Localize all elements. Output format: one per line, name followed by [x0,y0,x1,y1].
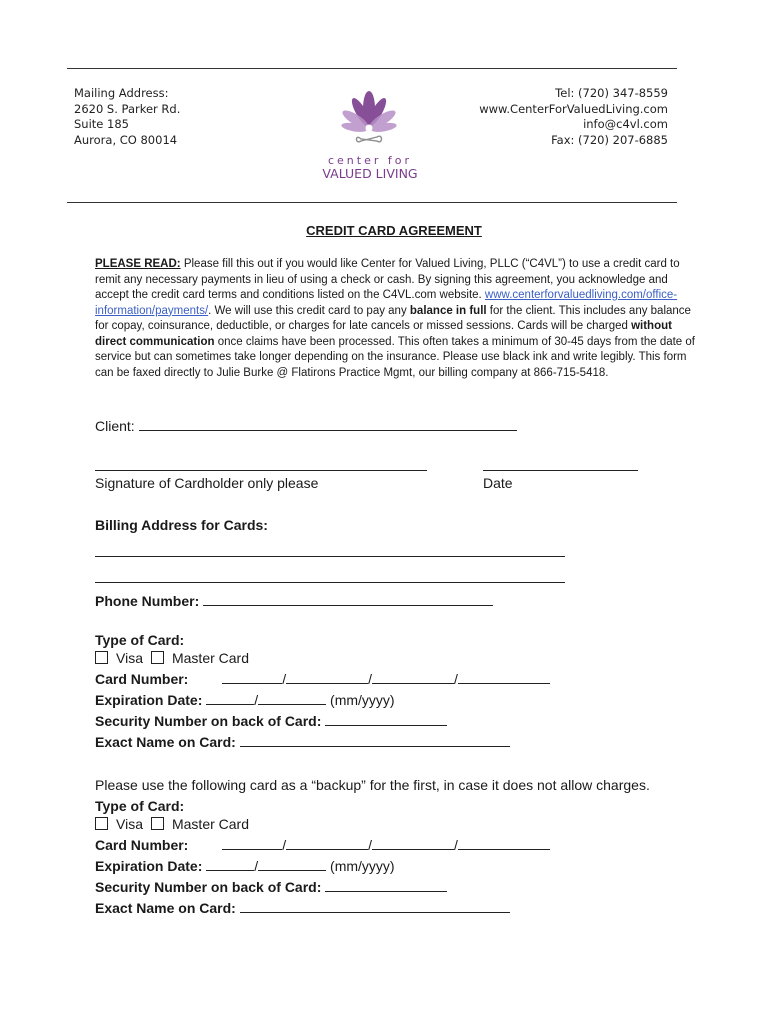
billing-line-2[interactable] [95,582,565,583]
backup-security-label: Security Number on back of Card: [95,879,322,895]
balance-in-full: balance in full [409,304,487,317]
intro-text-4: once claims have been processed. This often takes a minimum of 30-45 days from the date of service but can sometimes take longer depending on the insurance. Please use black ink and write legibly. This form can be faxed directly to Julie Burke @ Flatirons Practice Mgmt, our billing company at 866-715-5418. [95,335,695,379]
backup-note: Please use the following card as a “backup” for the first, in case it does not allow charges. [95,777,650,793]
backup-security-field[interactable] [325,890,447,892]
mastercard-checkbox[interactable] [151,651,164,664]
intro-text-3: for the client. This includes any balance for copay, coinsurance, deductible, or charges for late cancels or missed sessions. Cards will be charged [95,304,691,332]
card-number-part-3[interactable] [372,682,454,684]
page-title: CREDIT CARD AGREEMENT [306,223,482,238]
mailing-label: Mailing Address: [74,86,169,100]
signature-field[interactable] [95,470,427,471]
date-label: Date [483,475,513,491]
card-number-part-1[interactable] [222,682,282,684]
street-line: 2620 S. Parker Rd. [74,101,181,116]
mailing-address [74,86,180,148]
exact-name-field[interactable] [240,745,510,747]
phone-label: Phone Number: [95,593,200,609]
backup-card-number-label: Card Number: [95,837,189,853]
backup-mmyyyy-hint: (mm/yyyy) [330,858,395,874]
card-number-row [95,671,550,687]
visa-checkbox[interactable] [95,651,108,664]
card-number-slash: / [368,671,373,687]
card-number-part-2[interactable] [286,682,368,684]
backup-card-number-slash: / [454,837,458,853]
expiration-label: Expiration Date: [95,692,203,708]
backup-visa-label: Visa [116,816,143,832]
please-read-label: PLEASE READ: [95,258,181,270]
security-row [95,713,447,729]
contact-info [430,86,668,148]
website-line: www.CenterForValuedLiving.com [479,101,668,116]
date-field[interactable] [483,470,638,471]
visa-label: Visa [116,650,143,666]
header-divider [67,202,677,203]
logo-line2: VALUED LIVING [322,166,418,181]
backup-expiration-year-field[interactable] [258,869,326,871]
type-label: Type of Card: [95,632,185,648]
fax-line: Fax: (720) 207-6885 [551,132,668,147]
backup-mastercard-checkbox[interactable] [151,817,164,830]
intro-text-1: Please fill this out if you would like Center for Valued Living, PLLC (“C4VL”) to use a credit card to remit any necessary payments in lieu of using a check or cash. By signing this agreement, you acknowledge and accept the credit card terms and conditions listed on the C4VL.com website. [95,258,680,301]
backup-card-number-part-1[interactable] [222,848,282,850]
backup-visa-checkbox[interactable] [95,817,108,830]
card-number-slash: / [454,671,458,687]
logo-line1: center for [327,154,412,167]
backup-card-type-options [95,816,249,832]
mmyyyy-hint: (mm/yyyy) [330,692,395,708]
card-number-slash: / [282,671,287,687]
backup-card-number-part-2[interactable] [286,848,368,850]
card-number-label: Card Number: [95,671,189,687]
expiration-year-field[interactable] [258,703,326,705]
intro-text-2: . We will use this credit card to pay any [208,304,410,317]
mastercard-label: Master Card [171,650,250,666]
backup-card-number-slash: / [282,837,287,853]
backup-expiration-label: Expiration Date: [95,858,203,874]
backup-card-number-part-4[interactable] [458,848,550,850]
backup-expiration-month-field[interactable] [206,869,254,871]
title-wrap [0,222,770,240]
backup-type-label: Type of Card: [95,798,185,814]
expiration-month-field[interactable] [206,703,254,705]
security-field[interactable] [325,724,447,726]
without-direct-communication: without direct communication [95,320,672,348]
expiration-slash: / [254,692,259,708]
backup-card-number-part-3[interactable] [372,848,454,850]
exact-name-row [95,734,510,750]
expiration-row [95,692,395,708]
backup-mastercard-label: Master Card [171,816,250,832]
city-line: Aurora, CO 80014 [74,132,178,147]
payments-link[interactable]: www.centerforvaluedliving.com/office-information/payments/ [95,289,678,317]
backup-exact-name-row [95,900,510,916]
phone-field[interactable] [203,604,493,606]
client-row [95,418,517,434]
c4vl-logo [305,88,435,184]
suite-line: Suite 185 [74,117,129,131]
backup-card-number-row [95,837,550,853]
phone-row [95,593,493,609]
top-divider [67,68,677,69]
card-number-part-4[interactable] [458,682,550,684]
intro-paragraph [95,257,695,381]
backup-expiration-row [95,858,395,874]
billing-line-1[interactable] [95,556,565,557]
client-label: Client: [95,418,135,434]
backup-card-number-slash: / [368,837,373,853]
tel-line: Tel: (720) 347-8559 [555,86,668,100]
backup-security-row [95,879,447,895]
backup-expiration-slash: / [254,858,259,874]
security-label: Security Number on back of Card: [95,713,322,729]
card-type-options [95,650,249,666]
billing-label: Billing Address for Cards: [95,517,268,533]
backup-exact-name-label: Exact Name on Card: [95,900,236,916]
client-field[interactable] [139,429,517,431]
email-line: info@c4vl.com [583,117,668,131]
exact-name-label: Exact Name on Card: [95,734,236,750]
signature-label: Signature of Cardholder only please [95,475,319,491]
backup-exact-name-field[interactable] [240,911,510,913]
